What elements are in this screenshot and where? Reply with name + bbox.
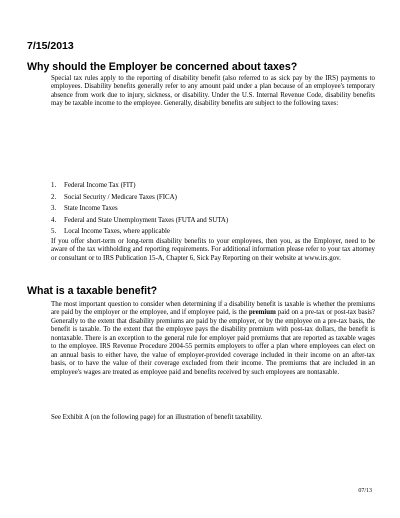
list-item: 5. Local Income Taxes, where applicable (51, 228, 170, 236)
document-date: 7/15/2013 (27, 40, 74, 52)
premium-bold: premium (248, 309, 276, 317)
list-item: 1. Federal Income Tax (FIT) (51, 182, 136, 189)
intro-paragraph: Special tax rules apply to the reporting of disability benefit (also referred to as sick pay by the IRS) payments to employees. Disability benefits generally refer to any amount paid under a plan because of an employee's temporary absence from work due to injury, sickness, or disability. Under the U.S. Internal Revenue Code, disability benefits may be taxable income to the employee. Generally, disability benefits are subject to the following taxes: (51, 75, 375, 108)
list-item: 2. Social Security / Medicare Taxes (FICA) (51, 193, 177, 201)
section-heading-taxable-benefit: What is a taxable benefit? (27, 285, 158, 297)
list-item: 4. Federal and State Unemployment Taxes (FUTA and SUTA) (51, 216, 229, 224)
list-item: 3. State Income Taxes (51, 205, 118, 213)
tax-list (51, 180, 228, 238)
closing-paragraph: If you offer short-term or long-term disability benefits to your employees, then you, as the Employer, need to be aware of the tax withholding and reporting requirements. For additional information please refer to your tax attorney or consultant or to IRS Publication 15-A, Chapter 6, Sick Pay Reporting on their website at www.irs.gov. (51, 238, 375, 262)
section-heading-employer-taxes: Why should the Employer be concerned about taxes? (27, 61, 298, 73)
taxable-benefit-paragraph: The most important question to consider when determining if a disability benefit is taxable is whether the premiums are paid by the employer or the employee, and if employee paid, is the premium paid on a pre-tax or post-tax basis? Generally to the extent that disability premiums are paid by the employer, or by the employee on a pre-tax basis, the benefit is taxable. To the extent that the employee pays the disability premium with post-tax dollars, the benefit is nontaxable. There is an exception to the general rule for employer paid premiums that are reported as taxable wages to the employee. IRS Revenue Procedure 2004-55 permits employers to offer a plan where employees can elect on an annual basis to either have, the value of employer-provided coverage included in their income on an after-tax basis, or to have the value of their coverage excluded from their income. The premiums that are included in an employee's wages are treated as employee paid and benefits received by such employees are nontaxable. (51, 301, 375, 376)
exhibit-note: See Exhibit A (on the following page) for an illustration of benefit taxability. (51, 414, 263, 421)
page-footer-date: 07/13 (358, 488, 372, 494)
